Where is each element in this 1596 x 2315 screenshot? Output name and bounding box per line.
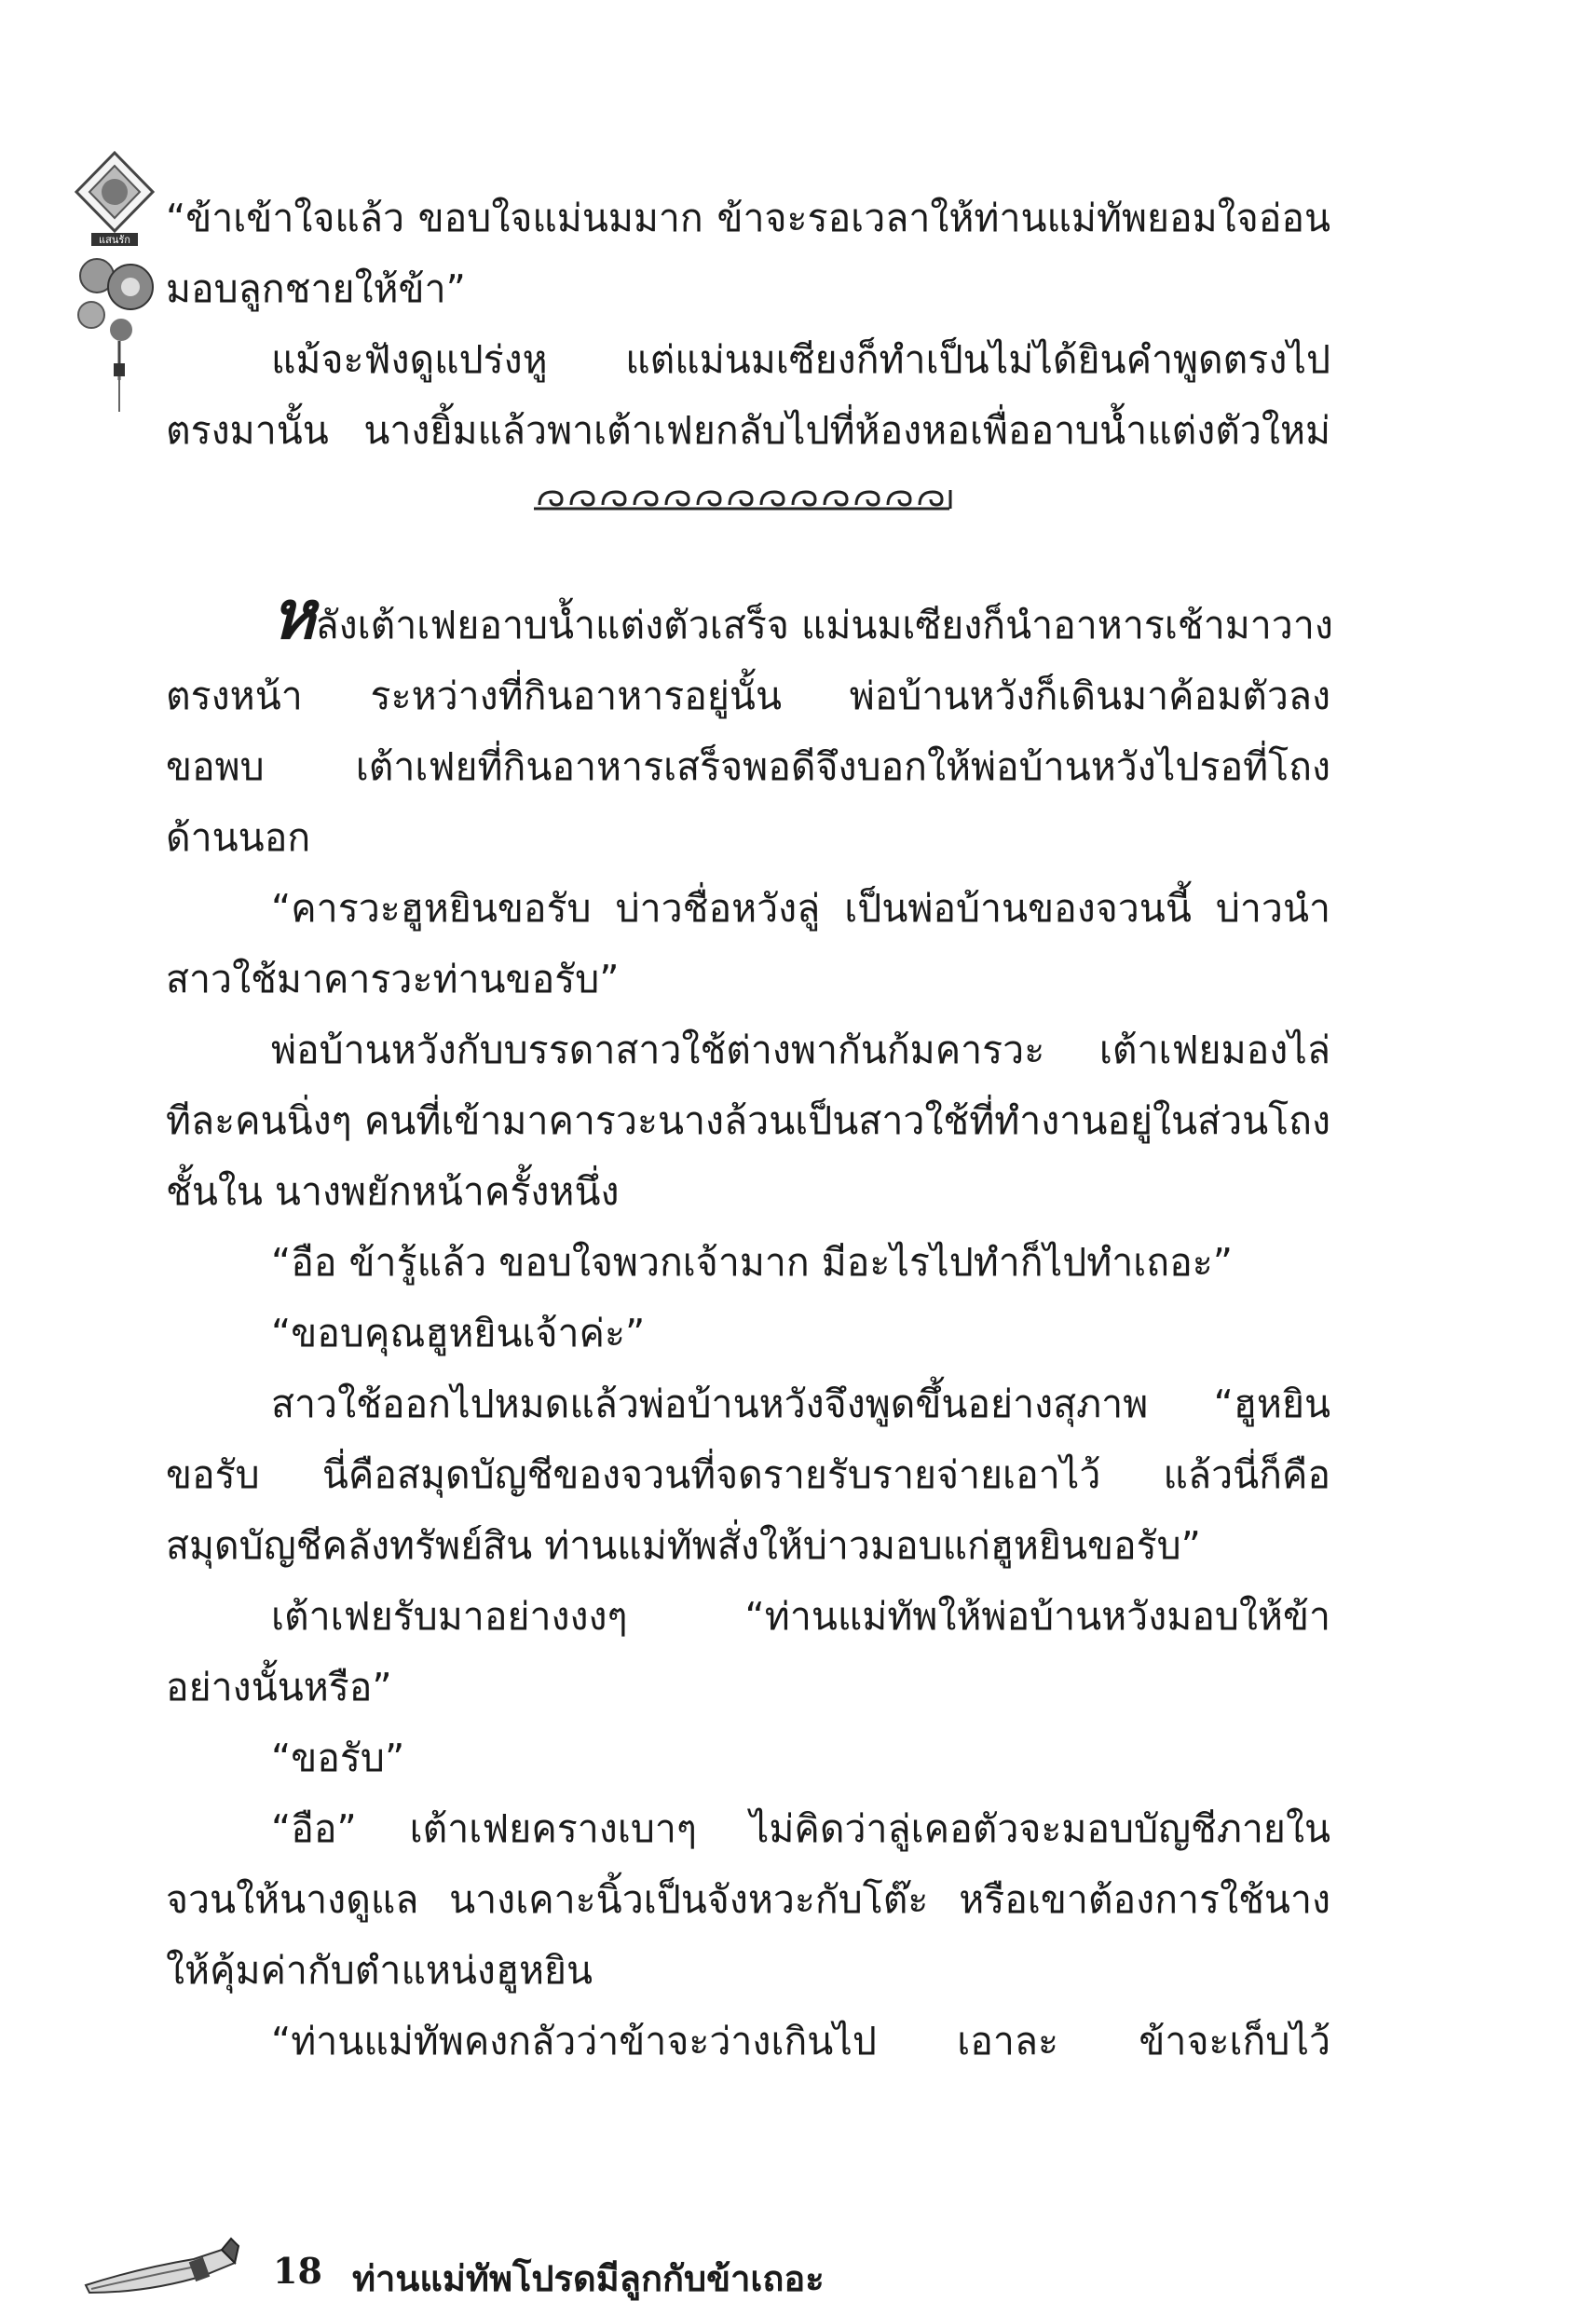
text-line: สาวใช้มาคารวะท่านขอรับ” bbox=[166, 957, 620, 1001]
text-line: พ่อบ้านหวังกับบรรดาสาวใช้ต่างพากันก้มคารวะ เต้าเฟยมองไล่ bbox=[271, 1028, 1330, 1072]
text-line: “อือ ข้ารู้แล้ว ขอบใจพวกเจ้ามาก มีอะไรไปทำก็ไปทำเถอะ” bbox=[271, 1240, 1234, 1285]
text-line: สาวใช้ออกไปหมดแล้วพ่อบ้านหวังจึงพูดขึ้นอย่างสุภาพ “ฮูหยิน bbox=[271, 1382, 1330, 1426]
text-line: “อือ” เต้าเฟยครางเบาๆ ไม่คิดว่าลู่เคอตัวจะมอบบัญชีภายใน bbox=[271, 1806, 1330, 1851]
text-line: ขอพบ เต้าเฟยที่กินอาหารเสร็จพอดีจึงบอกให้พ่อบ้านหวังไปรอที่โถง bbox=[166, 744, 1330, 789]
book-title: ท่านแม่ทัพโปรดมีลูกกับข้าเถอะ bbox=[352, 2258, 825, 2299]
text-line: ให้คุ้มค่ากับตำแหน่งฮูหยิน bbox=[166, 1948, 593, 1993]
brush-icon bbox=[82, 2231, 240, 2306]
text-line: ขอรับ นี่คือสมุดบัญชีของจวนที่จดรายรับรายจ่ายเอาไว้ แล้วนี่ก็คือ bbox=[166, 1452, 1330, 1497]
text-line: แม้จะฟังดูแปร่งหู แต่แม่นมเซียงก็ทำเป็นไม่ได้ยินคำพูดตรงไป bbox=[271, 337, 1330, 382]
publisher-ornament-icon bbox=[63, 147, 166, 417]
text-line: “ขอรับ” bbox=[271, 1736, 405, 1780]
drop-cap: ห bbox=[271, 575, 316, 654]
text-line: ตรงมานั้น นางยิ้มแล้วพาเต้าเฟยกลับไปที่ห้องหอเพื่ออาบน้ำแต่งตัวใหม่ bbox=[166, 408, 1330, 453]
body-text bbox=[166, 183, 1333, 2077]
text-line: “ท่านแม่ทัพคงกลัวว่าข้าจะว่างเกินไป เอาละ ข้าจะเก็บไว้ bbox=[271, 2019, 1330, 2063]
svg-text:แสนรัก: แสนรัก bbox=[99, 234, 130, 246]
page-number: 18 bbox=[273, 2250, 322, 2292]
text-line: เต้าเฟยรับมาอย่างงงๆ “ท่านแม่ทัพให้พ่อบ้านหวังมอบให้ข้า bbox=[271, 1594, 1330, 1639]
text-line: ชั้นใน นางพยักหน้าครั้งหนึ่ง bbox=[166, 1169, 620, 1214]
text-line bbox=[166, 575, 1333, 660]
text-line-content: ลังเต้าเฟยอาบน้ำแต่งตัวเสร็จ แม่นมเซียงก็นำอาหารเช้ามาวาง bbox=[315, 603, 1333, 647]
text-line: สมุดบัญชีคลังทรัพย์สิน ท่านแม่ทัพสั่งให้บ่าวมอบแก่ฮูหยินขอรับ” bbox=[166, 1523, 1201, 1568]
text-line: จวนให้นางดูแล นางเคาะนิ้วเป็นจังหวะกับโต๊ะ หรือเขาต้องการใช้นาง bbox=[166, 1877, 1330, 1922]
text-line: “ข้าเข้าใจแล้ว ขอบใจแม่นมมาก ข้าจะรอเวลาให้ท่านแม่ทัพยอมใจอ่อน bbox=[166, 196, 1330, 240]
page-footer bbox=[82, 2231, 921, 2315]
text-line: “ขอบคุณฮูหยินเจ้าค่ะ” bbox=[271, 1311, 646, 1355]
text-line: ตรงหน้า ระหว่างที่กินอาหารอยู่นั้น พ่อบ้านหวังก็เดินมาค้อมตัวลง bbox=[166, 674, 1330, 718]
section-separator bbox=[534, 486, 953, 511]
text-line: มอบลูกชายให้ข้า” bbox=[166, 266, 466, 311]
text-line: ทีละคนนิ่งๆ คนที่เข้ามาคารวะนางล้วนเป็นสาวใช้ที่ทำงานอยู่ในส่วนโถง bbox=[166, 1098, 1330, 1143]
text-line: อย่างนั้นหรือ” bbox=[166, 1665, 392, 1709]
text-line: “คารวะฮูหยินขอรับ บ่าวชื่อหวังลู่ เป็นพ่อบ้านของจวนนี้ บ่าวนำ bbox=[271, 886, 1330, 931]
text-line: ด้านนอก bbox=[166, 815, 311, 860]
